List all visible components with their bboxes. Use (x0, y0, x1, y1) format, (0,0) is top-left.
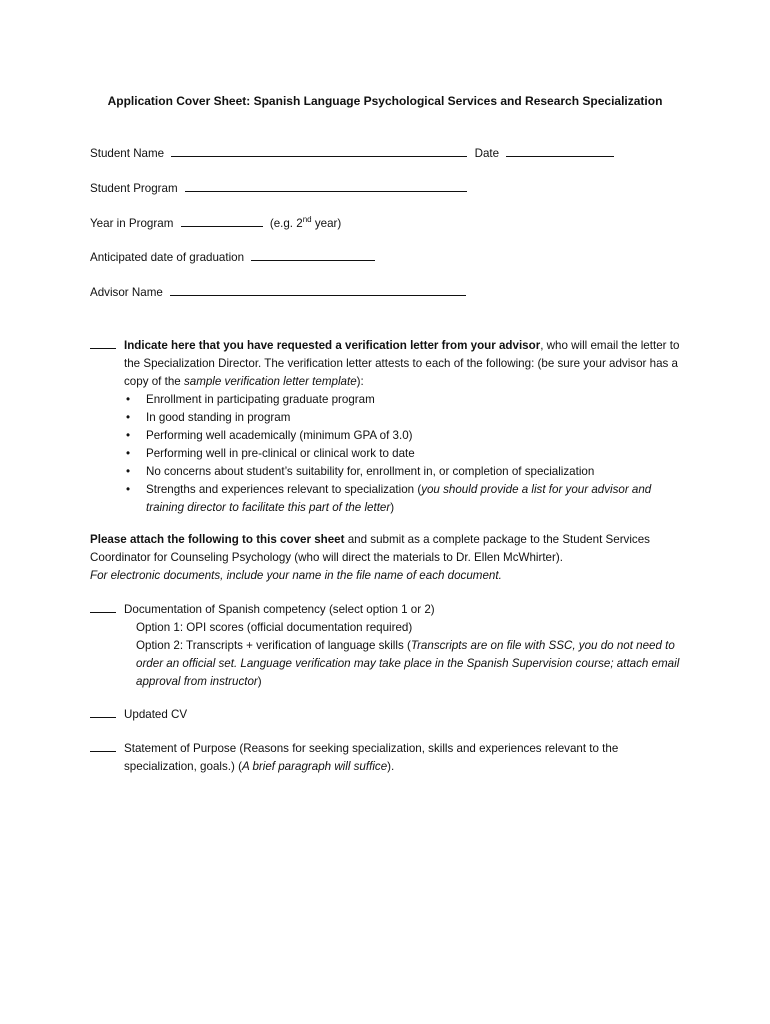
graduation-row (90, 250, 379, 264)
spanish-competency-checkbox[interactable] (90, 602, 116, 613)
cv-checkbox[interactable] (90, 707, 116, 718)
verification-item (90, 337, 690, 517)
graduation-field[interactable] (251, 250, 375, 261)
verification-text: Indicate here that you have requested a verification letter from your advisor, who will email the letter to the Specialization Director. The verification letter attests to each of the following: (be sure your advisor has a copy of the sample verification letter template): (124, 339, 680, 388)
advisor-label: Advisor Name (90, 286, 163, 299)
cv-item (90, 706, 690, 724)
date-field[interactable] (506, 146, 614, 157)
spanish-competency-item (90, 601, 690, 691)
verification-bullet-list (124, 391, 690, 517)
purpose-label: Statement of Purpose (Reasons for seeking specialization, skills and experiences relevant to the specialization, goals.) (A brief paragraph will suffice). (124, 742, 619, 773)
year-in-program-row (90, 215, 341, 230)
year-in-program-label: Year in Program (90, 216, 174, 230)
student-name-row (90, 146, 618, 160)
attach-instructions: Please attach the following to this cover sheet and submit as a complete package to the Student Services Coordinator for Counseling Psychology (who will direct the materials to Dr. Ellen McWhirter). For electronic documents, include your name in the file name of each document. (90, 533, 650, 582)
option-1: Option 1: OPI scores (official documentation required) (136, 621, 413, 634)
list-item: • In good standing in program (124, 409, 690, 427)
cv-label: Updated CV (124, 708, 188, 721)
advisor-row (90, 285, 470, 299)
purpose-checkbox[interactable] (90, 741, 116, 752)
spanish-competency-label: Documentation of Spanish competency (select option 1 or 2) (124, 603, 435, 616)
list-item: • Enrollment in participating graduate program (124, 391, 690, 409)
advisor-field[interactable] (170, 285, 466, 296)
purpose-item (90, 740, 690, 776)
date-label: Date (474, 147, 500, 160)
verification-checkbox[interactable] (90, 338, 116, 349)
student-program-field[interactable] (185, 181, 467, 192)
student-program-row (90, 181, 471, 195)
year-in-program-field[interactable] (181, 216, 263, 227)
list-item: • No concerns about student’s suitability for, enrollment in, or completion of specialization (124, 463, 690, 481)
option-2: Option 2: Transcripts + verification of language skills (Transcripts are on file with SSC, you do not need to order an official set. Language verification may take place in the Spanish Supervision course; attach email approval from instructor) (136, 639, 680, 688)
graduation-label: Anticipated date of graduation (90, 251, 245, 264)
list-item: • Performing well in pre-clinical or clinical work to date (124, 445, 690, 463)
student-program-label: Student Program (90, 182, 178, 195)
page-title: Application Cover Sheet: Spanish Language Psychological Services and Research Specialization (107, 94, 663, 108)
year-hint: (e.g. 2nd year) (269, 215, 342, 230)
list-item: • Strengths and experiences relevant to specialization (you should provide a list for your advisor and training director to facilitate this part of the letter) (124, 481, 690, 517)
list-item: • Performing well academically (minimum GPA of 3.0) (124, 427, 690, 445)
student-name-field[interactable] (171, 146, 467, 157)
student-name-label: Student Name (90, 147, 165, 160)
